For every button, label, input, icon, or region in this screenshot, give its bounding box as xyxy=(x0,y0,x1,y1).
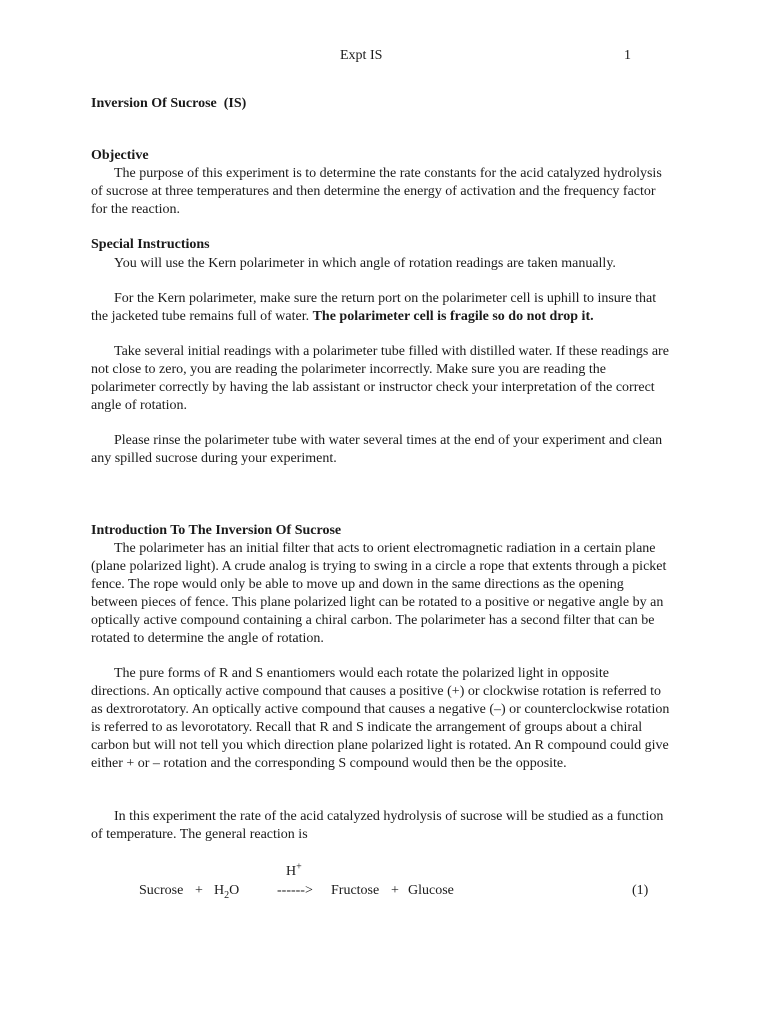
reactant-sucrose: Sucrose xyxy=(139,883,184,898)
introduction-paragraph-1: The polarimeter has an initial filter that acts to orient electromagnetic radiation in a certain plane (plane polarized light). A crude analog is trying to swing in a circle a rope that extents through a picket fence. The rope would only be able to move up and down in the same directions as the opening between pieces of fence. This plane polarized light can be rotated to a positive or negative angle by an optically active compound containing a chiral carbon. The polarimeter has a second filter that can be rotated to determine the angle of rotation. xyxy=(91,541,667,646)
running-header: Expt IS xyxy=(340,48,383,63)
reaction-arrow: ------> xyxy=(277,883,313,898)
product-glucose: Glucose xyxy=(408,883,454,898)
water-subscript: 2 xyxy=(224,889,230,901)
instructions-paragraph-3: Take several initial readings with a polarimeter tube filled with distilled water. If these readings are not close to zero, you are reading the polarimeter incorrectly. Make sure you are reading the polarimeter correctly by having the lab assistant or instructor check your interpretation of the correct angle of rotation. xyxy=(91,344,669,413)
instructions-paragraph-2-text: For the Kern polarimeter, make sure the return port on the polarimeter cell is uphill to insure that the jacketed tube remains full of water. xyxy=(91,291,657,324)
introduction-paragraph-2: The pure forms of R and S enantiomers would each rotate the polarized light in opposite directions. An optically active compound that causes a positive (+) or clockwise rotation is referred to as dextrorotatory. An optically active compound that causes a negative (–) or counterclockwise rotation is referred to as levorotatory. Recall that R and S indicate the arrangement of groups about a chiral carbon but will not tell you which direction plane polarized light is rotated. An R compound could give either + or – rotation and the corresponding S compound would then be the opposite. xyxy=(91,666,670,771)
document-title: Inversion Of Sucrose (IS) xyxy=(91,96,247,111)
plus-sign-1: + xyxy=(195,883,203,898)
plus-sign-2: + xyxy=(391,883,399,898)
catalyst-label xyxy=(286,861,302,880)
fragile-warning: The polarimeter cell is fragile so do not drop it. xyxy=(312,309,594,324)
water-oxygen: O xyxy=(229,883,240,898)
reactant-water xyxy=(214,883,239,899)
introduction-heading: Introduction To The Inversion Of Sucrose xyxy=(91,523,342,538)
objective-heading: Objective xyxy=(91,148,149,163)
equation-number: (1) xyxy=(632,883,649,898)
special-instructions-heading: Special Instructions xyxy=(91,237,210,252)
water-hydrogen: H xyxy=(214,883,225,898)
instructions-paragraph-4: Please rinse the polarimeter tube with water several times at the end of your experiment and clean any spilled sucrose during your experiment. xyxy=(91,433,663,466)
introduction-paragraph-3: In this experiment the rate of the acid catalyzed hydrolysis of sucrose will be studied as a function of temperature. The general reaction is xyxy=(91,809,664,842)
objective-paragraph: The purpose of this experiment is to determine the rate constants for the acid catalyzed hydrolysis of sucrose at three temperatures and then determine the energy of activation and the frequency factor for the reaction. xyxy=(91,166,662,217)
catalyst-charge: + xyxy=(296,861,302,873)
product-fructose: Fructose xyxy=(331,883,380,898)
catalyst-symbol: H xyxy=(286,864,297,879)
instructions-paragraph-2 xyxy=(91,290,671,326)
page-number: 1 xyxy=(624,48,631,63)
instructions-paragraph-1: You will use the Kern polarimeter in which angle of rotation readings are taken manually. xyxy=(114,256,616,271)
